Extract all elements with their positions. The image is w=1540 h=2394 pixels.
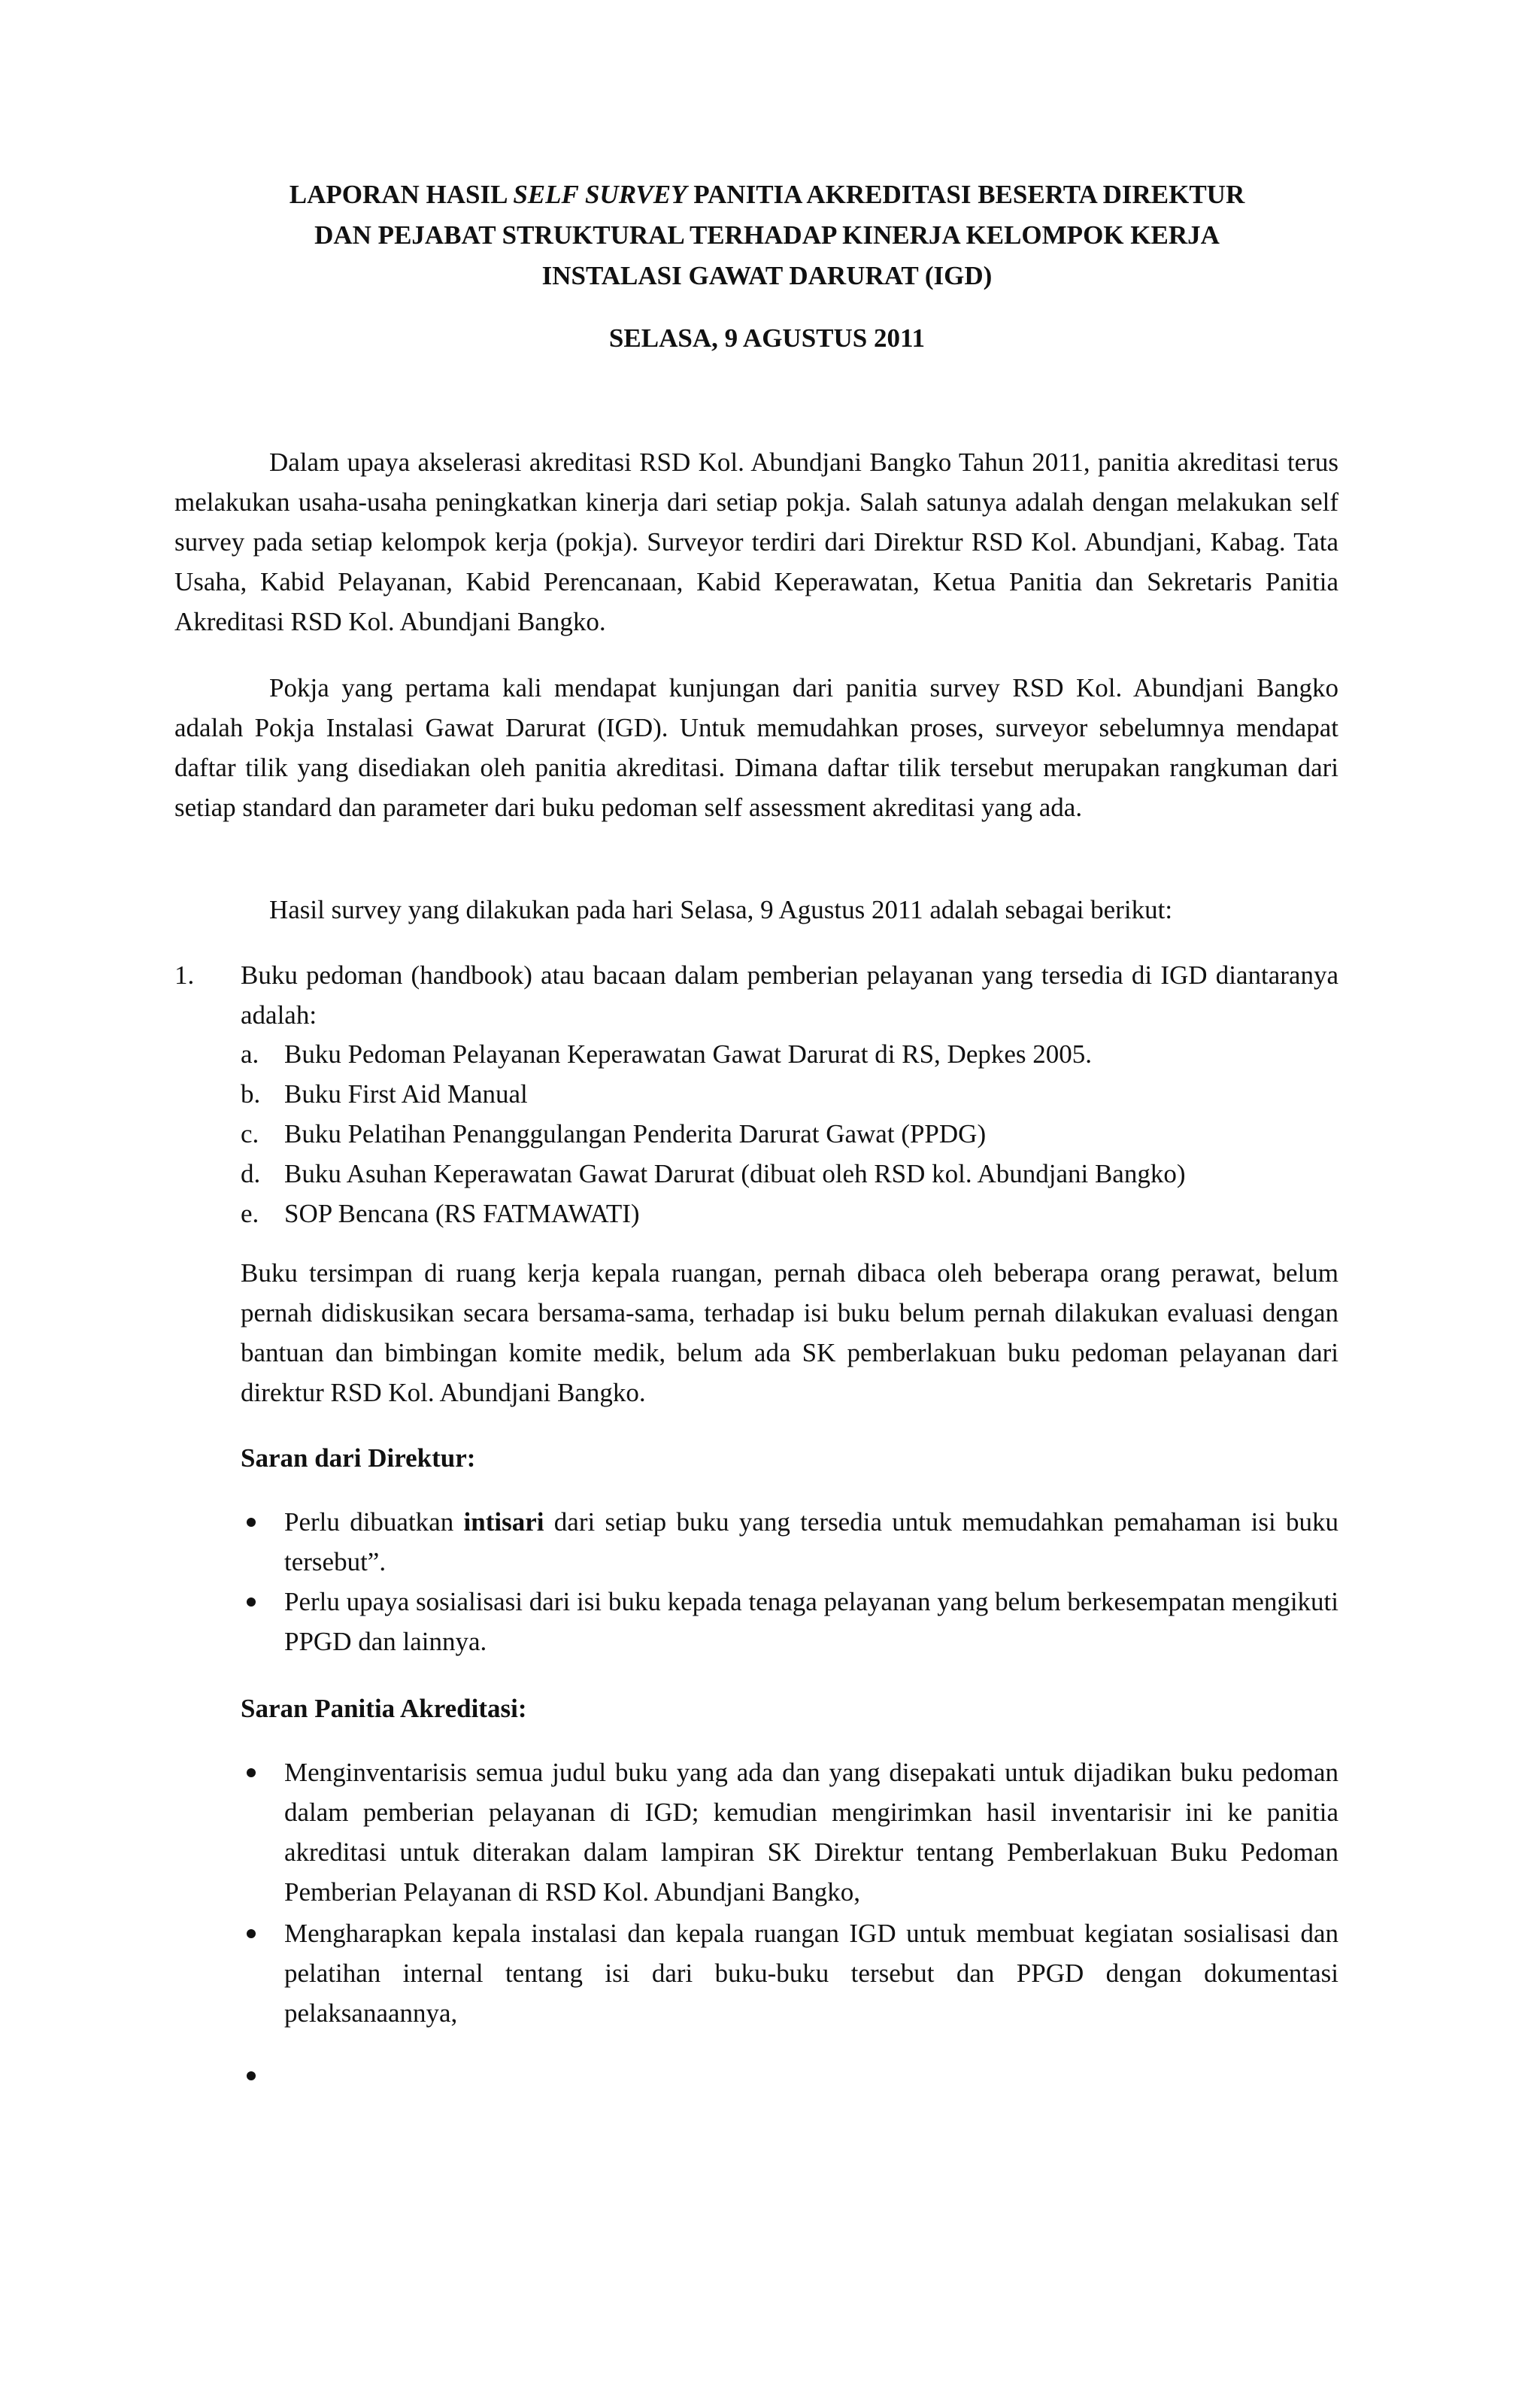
book-list-item: d. Buku Asuhan Keperawatan Gawat Darurat (dibuat oleh RSD kol. Abundjani Bangko) [241,1159,1186,1188]
heading-saran-direktur: Saran dari Direktur: [241,1443,476,1473]
list-item-text: Buku pedoman (handbook) atau bacaan dalam pemberian pelayanan yang tersedia di IGD diantaranya adalah: [241,960,1338,1030]
bullet-icon [247,2071,256,2080]
heading-saran-panitia: Saran Panitia Akreditasi: [241,1694,527,1723]
paragraph-book-note: Buku tersimpan di ruang kerja kepala ruangan, pernah dibaca oleh beberapa orang perawat, belum pernah didiskusikan secara bersama-sama, terhadap isi buku belum pernah dilakukan evaluasi dengan bantuan dan bimbingan komite medik, belum ada SK pemberlakuan buku pedoman pelayanan dari direktur RSD Kol. Abundjani Bangko. [241,1258,1338,1407]
bold-intisari: intisari [463,1507,544,1537]
title-line-1: LAPORAN HASIL SELF SURVEY PANITIA AKREDITASI BESERTA DIREKTUR [289,180,1245,209]
bullet-icon [247,1598,256,1607]
list-item-number: 1. [174,960,195,990]
book-list-item: a. Buku Pedoman Pelayanan Keperawatan Gawat Darurat di RS, Depkes 2005. [241,1039,1093,1069]
book-list-item: c. Buku Pelatihan Penanggulangan Penderita Darurat Gawat (PPDG) [241,1119,987,1148]
title-line-3: INSTALASI GAWAT DARURAT (IGD) [541,261,993,290]
book-list-item: e. SOP Bencana (RS FATMAWATI) [241,1199,640,1228]
bullet-item: Perlu dibuatkan intisari dari setiap buku yang tersedia untuk memudahkan pemahaman isi buku tersebut”. [241,1502,1338,1582]
book-list [241,1034,1338,1233]
bullet-item: Mengharapkan kepala instalasi dan kepala ruangan IGD untuk membuat kegiatan sosialisasi dan pelatihan internal tentang isi dari buku-buku tersebut dan PPGD dengan dokumentasi pelaksanaannya, [241,1913,1338,2033]
list-item-1 [174,955,1338,1035]
paragraph-intro: Dalam upaya akselerasi akreditasi RSD Kol. Abundjani Bangko Tahun 2011, panitia akreditasi terus melakukan usaha-usaha peningkatkan kinerja dari setiap pokja. Salah satunya adalah dengan melakukan self survey pada setiap kelompok kerja (pokja). Surveyor terdiri dari Direktur RSD Kol. Abundjani, Kabag. Tata Usaha, Kabid Pelayanan, Kabid Perencanaan, Kabid Keperawatan, Ketua Panitia dan Sekretaris Panitia Akreditasi RSD Kol. Abundjani Bangko. [174,448,1338,636]
report-date: SELASA, 9 AGUSTUS 2011 [608,323,926,353]
bullet-item-empty [241,2056,1338,2095]
report-title [188,174,1346,296]
title-italic-self-survey: SELF SURVEY [513,180,687,209]
saran-direktur-list [241,1502,1338,1661]
bullet-item: Perlu upaya sosialisasi dari isi buku kepada tenaga pelayanan yang belum berkesempatan mengikuti PPGD dan lainnya. [241,1582,1338,1661]
paragraph-hasil-survey: Hasil survey yang dilakukan pada hari Selasa, 9 Agustus 2011 adalah sebagai berikut: [269,895,1173,924]
bullet-icon [247,1768,256,1777]
bullet-icon [247,1518,256,1527]
saran-panitia-list [241,1752,1338,2095]
title-line-2: DAN PEJABAT STRUKTURAL TERHADAP KINERJA KELOMPOK KERJA [314,220,1220,250]
bullet-icon [247,1929,256,1938]
paragraph-pokja: Pokja yang pertama kali mendapat kunjungan dari panitia survey RSD Kol. Abundjani Bangko adalah Pokja Instalasi Gawat Darurat (IGD). Untuk memudahkan proses, surveyor sebelumnya mendapat daftar tilik yang disediakan oleh panitia akreditasi. Dimana daftar tilik tersebut merupakan rangkuman dari setiap standard dan parameter dari buku pedoman self assessment akreditasi yang ada. [174,673,1338,822]
book-list-item: b. Buku First Aid Manual [241,1079,528,1109]
bullet-item: Menginventarisis semua judul buku yang ada dan yang disepakati untuk dijadikan buku pedoman dalam pemberian pelayanan di IGD; kemudian mengirimkan hasil inventarisir ini ke panitia akreditasi untuk diterakan dalam lampiran SK Direktur tentang Pemberlakuan Buku Pedoman Pemberian Pelayanan di RSD Kol. Abundjani Bangko, [241,1752,1338,1912]
